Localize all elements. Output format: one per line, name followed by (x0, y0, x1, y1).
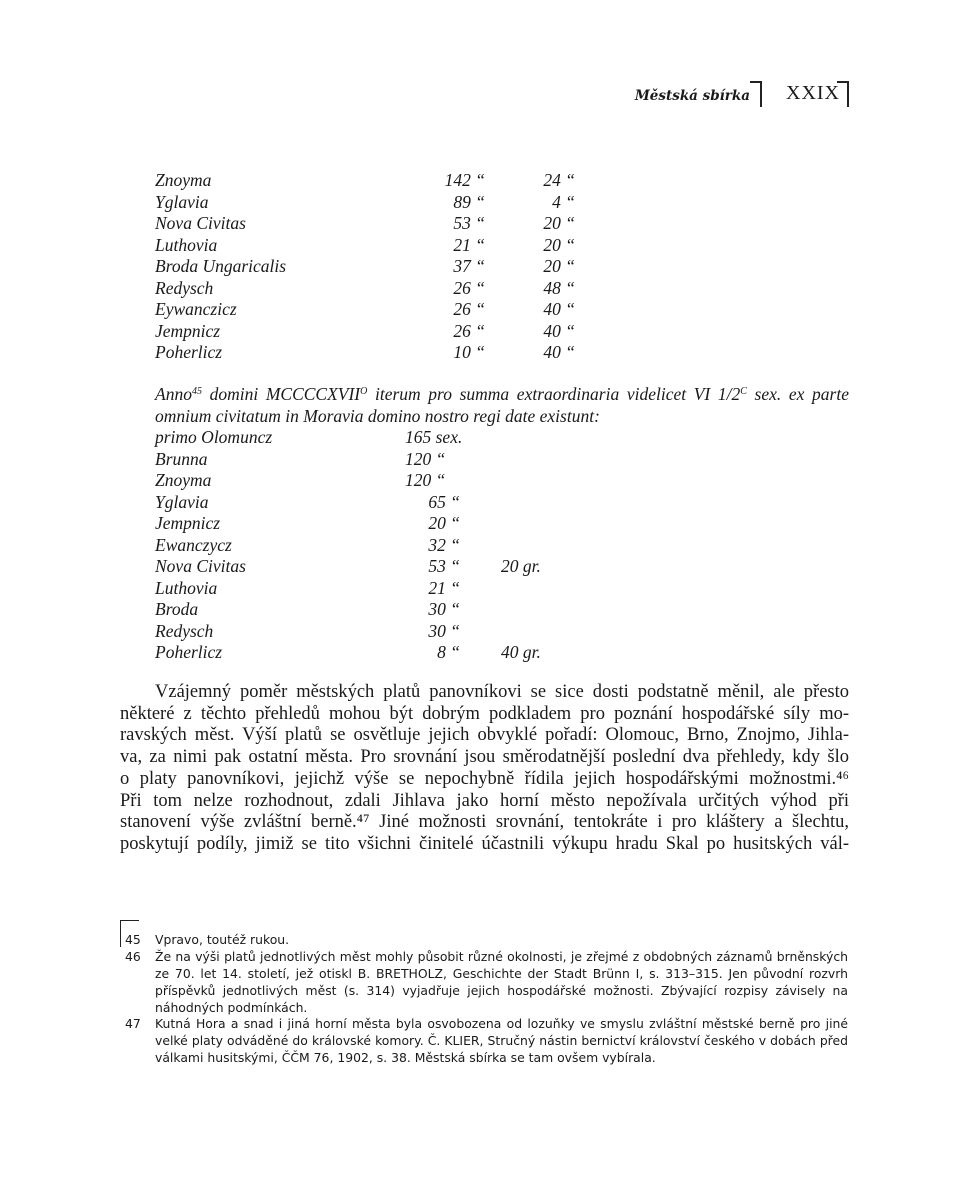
amount-groschen: 40 “ (543, 342, 575, 362)
table-row (155, 213, 855, 235)
town-name: Luthovia (155, 577, 218, 598)
table-row (155, 556, 855, 578)
amount-sexagenae: 142 “ (444, 170, 485, 190)
amount-sexagenae: 21 “ (428, 577, 460, 598)
paragraph-line: Vzájemný poměr městských platů panovníkovi se sice dosti podstatně měnil, ale přesto (155, 682, 849, 702)
superscript-o: O (360, 386, 368, 397)
anno-text-2: iterum pro summa extraordinaria videlicet VI 1/2 (367, 384, 741, 404)
town-name: Yglavia (155, 491, 209, 512)
amount-sexagenae: 53 “ (428, 556, 460, 576)
table-row (155, 256, 855, 278)
anno-text-1: domini MCCCCXVII (201, 384, 361, 404)
amount-sexagenae: 20 “ (428, 513, 460, 533)
town-name: Redysch (155, 277, 214, 298)
table-row (155, 321, 855, 343)
town-name: primo Olomuncz (155, 427, 273, 447)
body-paragraph (120, 682, 849, 856)
footnote-ref-45: 45 (191, 386, 202, 397)
footnote-45 (120, 931, 848, 948)
footnote-number: 45 (125, 932, 141, 947)
paragraph-line: ravských měst. Výší platů se osvětluje jejich obvyklé pořadí: Olomouc, Brno, Znojmo, Jihla- (120, 725, 849, 746)
amount-sexagenae: 89 “ (453, 191, 485, 212)
amount-sexagenae: 53 “ (453, 213, 485, 233)
table-row (155, 535, 855, 557)
table-row (155, 621, 855, 643)
amount-groschen: 40 “ (543, 299, 575, 319)
amount-sexagenae: 120 “ (405, 470, 446, 490)
footnote-number: 46 (125, 949, 141, 964)
table-row (155, 578, 855, 600)
paragraph-line: poskytují podíly, jimiž se tito všichni činitelé účastnili výkupu hradu Skal po husitských vál- (120, 833, 849, 854)
footnote-text: Vpravo, toutéž rukou. (155, 932, 290, 947)
town-name: Eywanczicz (155, 299, 237, 319)
amount-sexagenae: 65 “ (428, 491, 460, 512)
amount-sexagenae: 8 “ (437, 642, 460, 662)
amount-sexagenae: 26 “ (453, 320, 485, 341)
town-name: Jempnicz (155, 320, 221, 341)
paragraph-line: Při tom nelze rozhodnout, zdali Jihlava jako horní město nepožívala určitých výhod při (120, 790, 849, 811)
paragraph-line: va, za nimi pak ostatní města. Pro srovnání jsou směrodatnější poslední dva přehledy, kdy šlo (120, 747, 849, 768)
table-row (155, 449, 855, 471)
footnote-number: 47 (125, 1016, 141, 1031)
town-name: Znoyma (155, 470, 212, 490)
amount-groschen: 24 “ (543, 170, 575, 190)
amount-sexagenae: 37 “ (453, 256, 485, 276)
town-name: Poherlicz (155, 342, 223, 362)
amount-groschen: 40 “ (543, 320, 575, 341)
footnote-46 (120, 948, 848, 1016)
table-row (155, 513, 855, 535)
amount-sexagenae: 21 “ (453, 234, 485, 255)
amount-groschen: 40 gr. (501, 642, 541, 662)
town-name: Znoyma (155, 170, 212, 190)
town-name: Nova Civitas (155, 556, 246, 576)
amount-groschen: 4 “ (552, 191, 575, 212)
footnote-text: Kutná Hora a snad i jiná horní města byla osvobozena od lozuňky ve smyslu zvláštní městské berně pro jiné velké platy odváděné do královské komory. Č. KLIER, Stručný nástin bernictví království českého v dobách před válkami husitskými, ČČM 76, 1902, s. 38. Městská sbírka se tam ovšem vybírala. (155, 1016, 848, 1065)
amount-sexagenae: 10 “ (453, 342, 485, 362)
amount-sexagenae: 26 “ (453, 277, 485, 298)
header-corner-mark (837, 81, 849, 107)
town-name: Broda (155, 599, 199, 619)
town-name: Poherlicz (155, 642, 223, 662)
town-name: Nova Civitas (155, 213, 246, 233)
paragraph-line: stanovení výše zvláštní berně.⁴⁷ Jiné možnosti srovnání, tentokráte i pro kláštery a šlechtu, (120, 812, 849, 833)
amount-sexagenae: 30 “ (428, 599, 460, 619)
table-row (155, 299, 855, 321)
town-name: Luthovia (155, 234, 218, 255)
amount-sexagenae: 120 “ (405, 448, 446, 469)
amount-sexagenae: 30 “ (428, 620, 460, 641)
table-row (155, 599, 855, 621)
table-row (155, 492, 855, 514)
anno-1417-intro (155, 384, 849, 427)
town-name: Yglavia (155, 191, 209, 212)
amount-groschen: 20 “ (543, 213, 575, 233)
amount-sexagenae: 26 “ (453, 299, 485, 319)
amount-groschen: 20 gr. (501, 556, 541, 576)
table-row (155, 642, 855, 664)
running-header (600, 78, 850, 108)
paragraph-line: o platy panovníkovi, jejichž výše se nepochybně řídila jejich hospodářskými možnostmi.⁴⁶ (120, 768, 849, 789)
table-row (155, 170, 855, 192)
footnote-47 (120, 1015, 848, 1066)
town-name: Brunna (155, 448, 208, 469)
superscript-c: C (740, 386, 747, 397)
table-row (155, 278, 855, 300)
amount-sexagenae: 32 “ (428, 534, 460, 555)
town-name: Ewanczycz (155, 534, 232, 555)
table-row (155, 470, 855, 492)
table-row (155, 427, 855, 449)
amount-groschen: 20 “ (543, 234, 575, 255)
footnote-text: Že na výši platů jednotlivých měst mohly působit různé okolnosti, je zřejmé z obdobných záznamů brněnských ze 70. let 14. století, jež otiskl B. BRETHOLZ, Geschichte der Stadt Brünn I, s. 313–315. Jen původní rozvrh příspěvků jednotlivých měst (s. 314) vyjadřuje jejich hospodářské možnosti. Zbývající rozpisy závisely na náhodných podmínkách. (155, 949, 848, 1015)
running-title: Městská sbírka (634, 88, 750, 104)
town-name: Jempnicz (155, 513, 221, 533)
amount-groschen: 20 “ (543, 256, 575, 276)
page-number: XXIX (786, 82, 840, 104)
paragraph-line: některé z těchto přehledů mohou být dobrým podkladem pro poznání hospodářské síly mo- (120, 703, 849, 724)
town-name: Redysch (155, 620, 214, 641)
table-row (155, 235, 855, 257)
amount-sexagenae: 165 sex. (405, 427, 463, 447)
anno-text-3: sex. ex parte omnium civitatum in Moravia domino nostro regi date existunt: (155, 384, 849, 426)
table-row (155, 342, 855, 364)
header-corner-mark (750, 81, 762, 107)
tax-table-2 (155, 427, 855, 664)
town-name: Broda Ungaricalis (155, 256, 287, 276)
table-row (155, 192, 855, 214)
anno-word: Anno (155, 384, 192, 404)
tax-table-1 (155, 170, 855, 364)
amount-groschen: 48 “ (543, 277, 575, 298)
